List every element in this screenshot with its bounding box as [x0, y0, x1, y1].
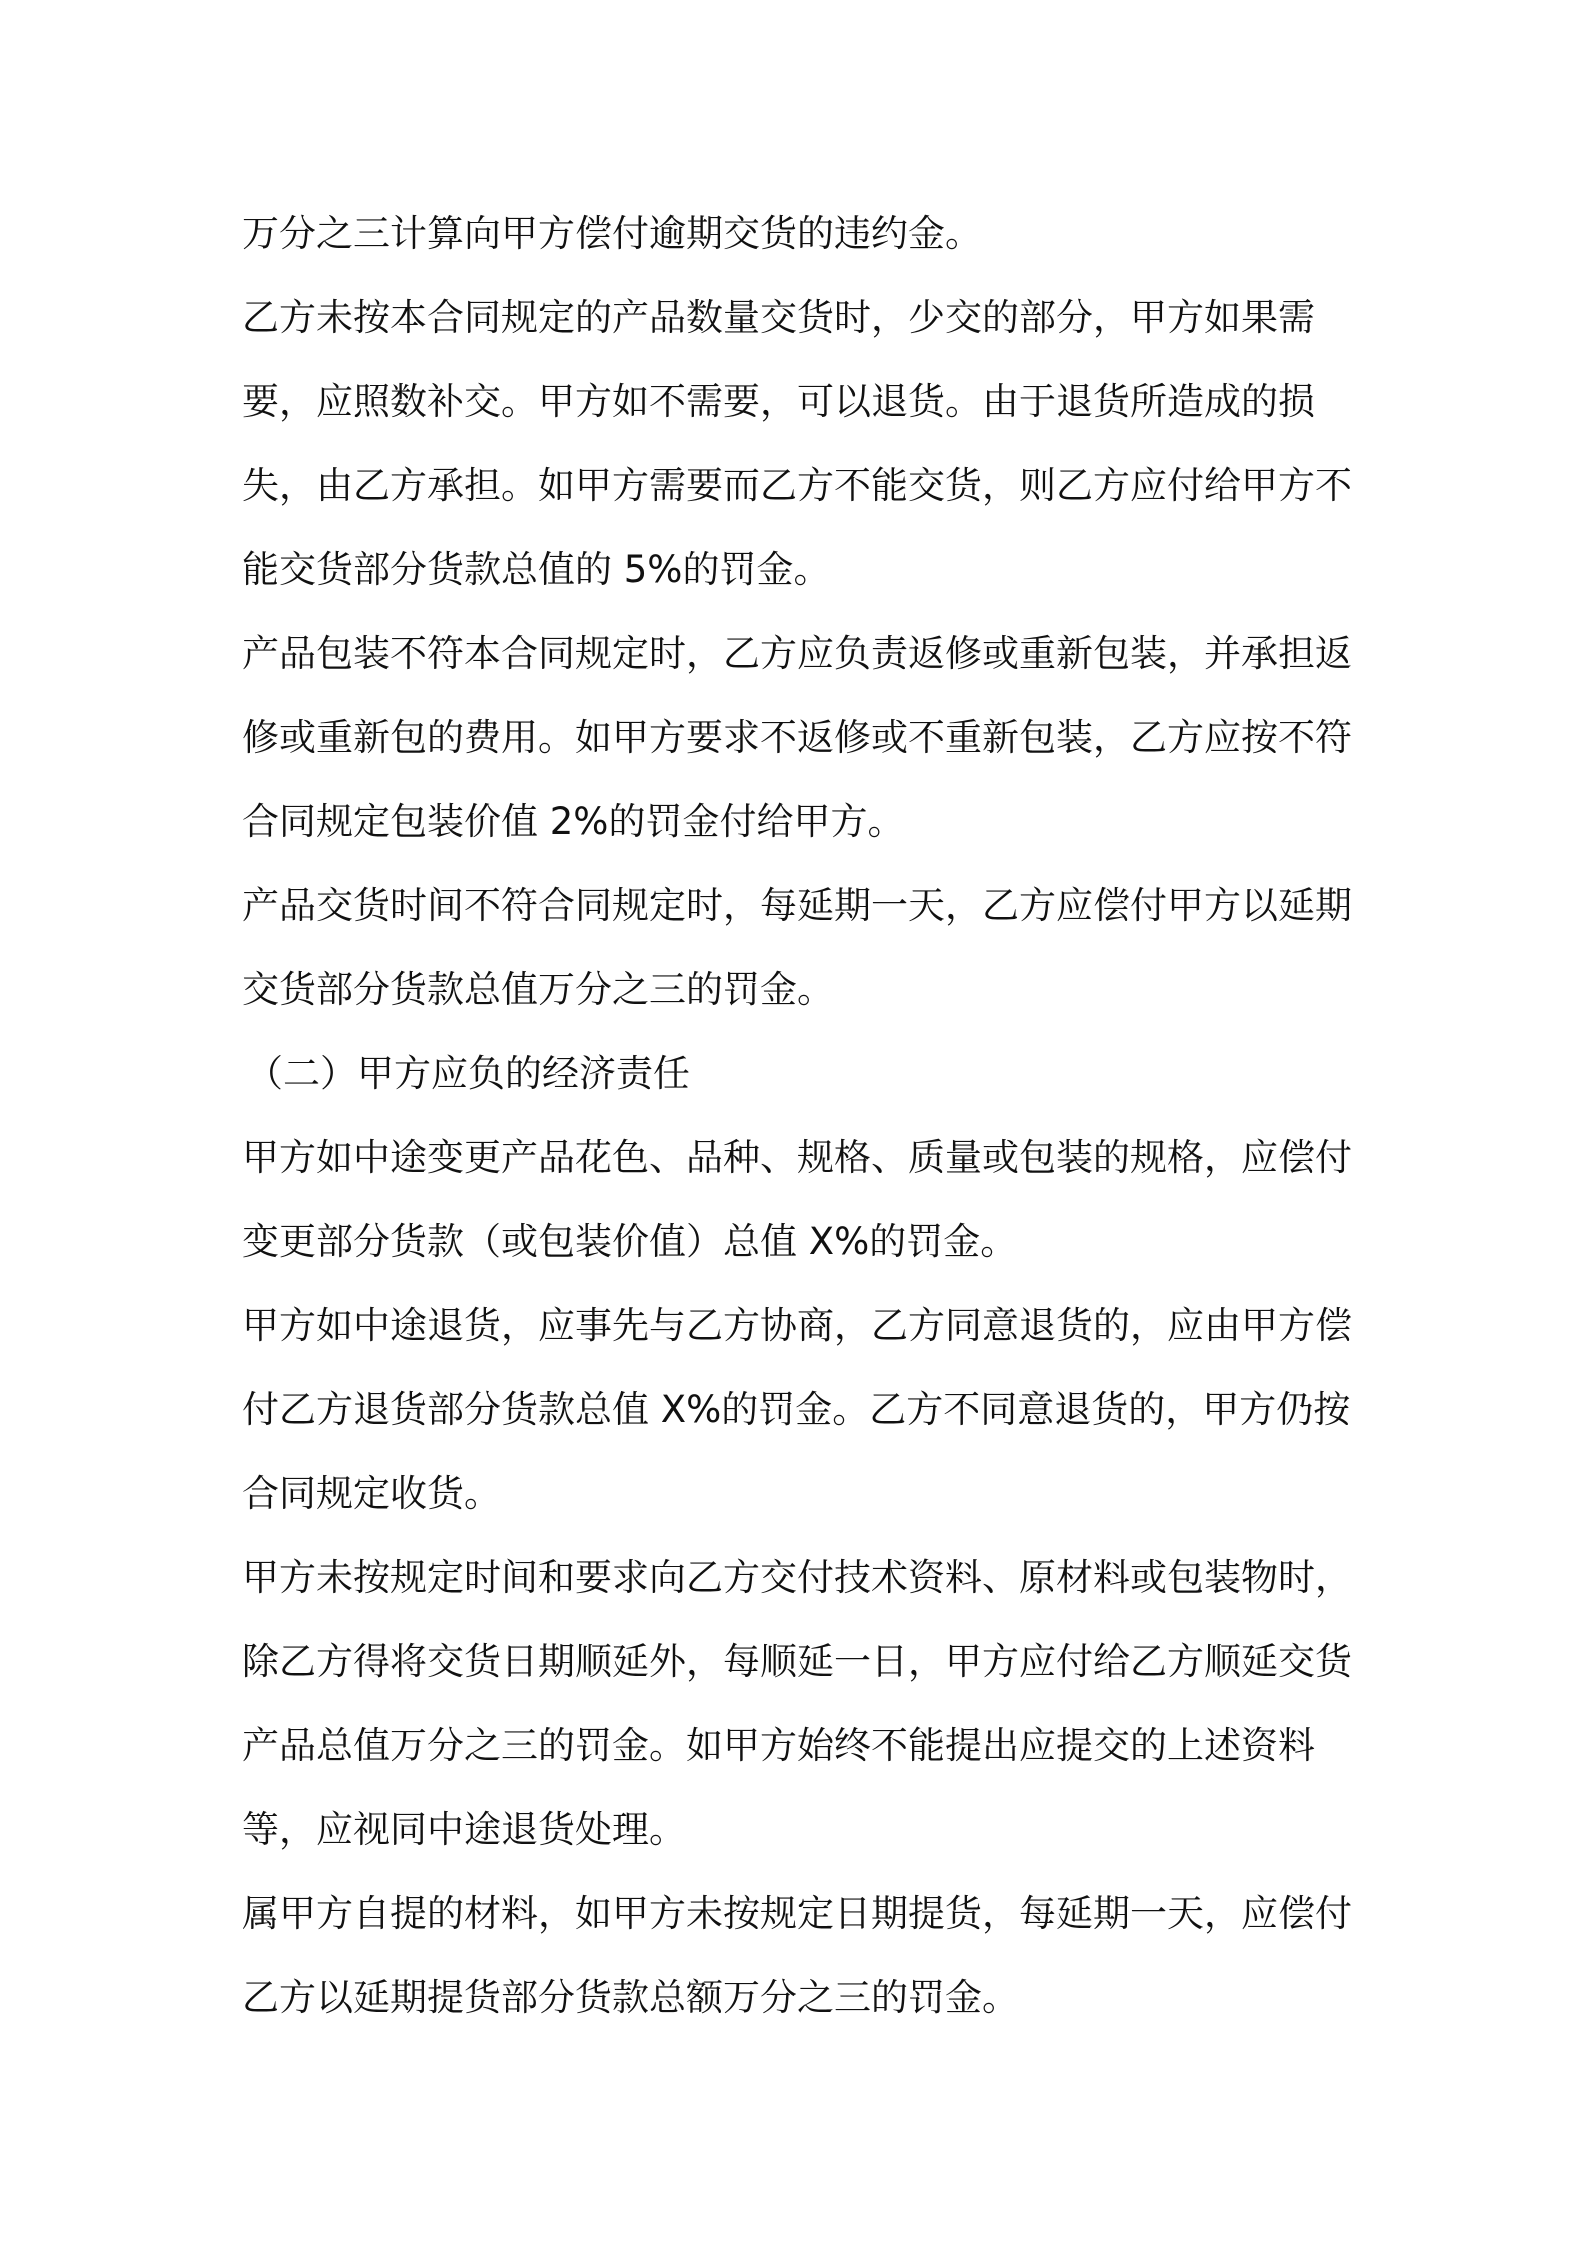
section-heading-party-a-liability: （二）甲方应负的经济责任	[246, 1052, 690, 1095]
paragraph-self-pickup: 属甲方自提的材料，如甲方未按规定日期提货，每延期一天，应偿付乙方以延期提货部分货款总额万分之三的罚金。	[242, 1892, 1352, 2019]
paragraph-delivery-delay: 产品交货时间不符合同规定时，每延期一天，乙方应偿付甲方以延期交货部分货款总值万分之三的罚金。	[242, 884, 1352, 1011]
paragraph-packaging-nonconformity: 产品包装不符本合同规定时，乙方应负责返修或重新包装，并承担返修或重新包的费用。如甲方要求不返修或不重新包装，乙方应按不符合同规定包装价值 2%的罚金付给甲方。	[242, 632, 1352, 843]
document-body	[242, 192, 1382, 2040]
paragraph-materials-late: 甲方未按规定时间和要求向乙方交付技术资料、原材料或包装物时，除乙方得将交货日期顺延外，每顺延一日，甲方应付给乙方顺延交货产品总值万分之三的罚金。如甲方始终不能提出应提交的上述资料等，应视同中途退货处理。	[242, 1556, 1352, 1851]
paragraph-overdue-penalty: 万分之三计算向甲方偿付逾期交货的违约金。	[242, 212, 982, 255]
paragraph-midway-return: 甲方如中途退货，应事先与乙方协商，乙方同意退货的，应由甲方偿付乙方退货部分货款总值 X%的罚金。乙方不同意退货的，甲方仍按合同规定收货。	[242, 1304, 1352, 1515]
paragraph-midway-change: 甲方如中途变更产品花色、品种、规格、质量或包装的规格，应偿付变更部分货款（或包装价值）总值 X%的罚金。	[242, 1136, 1352, 1263]
paragraph-quantity-shortfall: 乙方未按本合同规定的产品数量交货时，少交的部分，甲方如果需要，应照数补交。甲方如不需要，可以退货。由于退货所造成的损失，由乙方承担。如甲方需要而乙方不能交货，则乙方应付给甲方不能交货部分货款总值的 5%的罚金。	[242, 296, 1352, 591]
